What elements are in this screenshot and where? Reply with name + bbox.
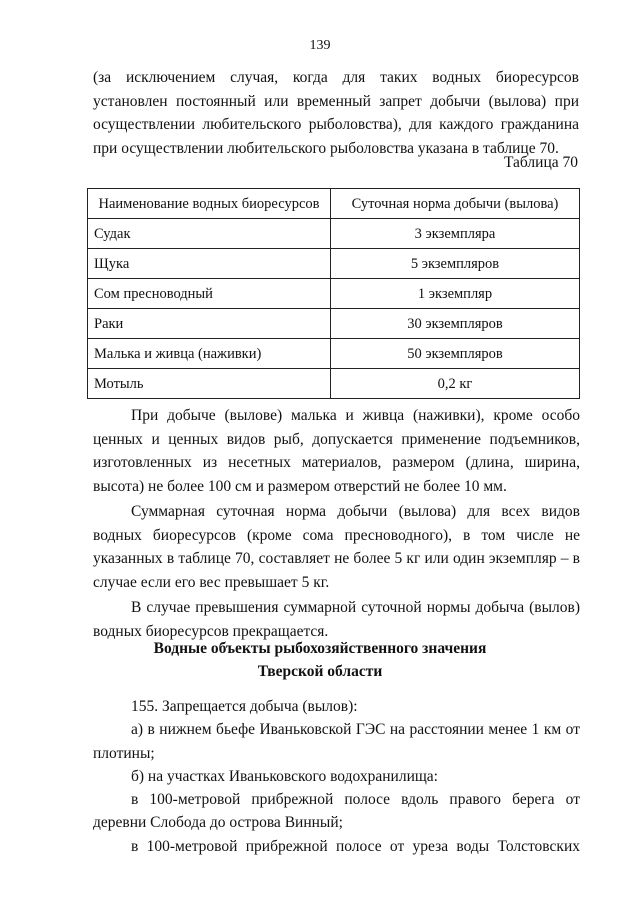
- body-paragraphs: [93, 404, 580, 643]
- table-header-cell: Суточная норма добычи (вылова): [331, 189, 580, 219]
- table-row: [88, 339, 580, 369]
- body-paragraph: При добыче (вылове) малька и живца (наживки), кроме особо ценных и ценных видов рыб, допускается применение подъемников, изготовленных из несетных материалов, размером (длина, ширина, высота) не более 100 см и размером отверстий не более 10 мм.: [93, 407, 580, 495]
- species-cell: Щука: [88, 249, 331, 279]
- species-cell: Судак: [88, 219, 331, 249]
- page-number: 139: [309, 38, 331, 53]
- prohibition-list: [93, 695, 580, 858]
- list-item: 155. Запрещается добыча (вылов):: [131, 698, 358, 715]
- limit-cell: 30 экземпляров: [331, 309, 580, 339]
- table-row: [88, 249, 580, 279]
- intro-paragraph: (за исключением случая, когда для таких водных биоресурсов установлен постоянный или временный запрет добычи (вылова) при осуществлении любительского рыболовства), для каждого гражданина при осуществлении любительского рыболовства указана в таблице 70.: [93, 69, 579, 157]
- list-item: в 100-метровой прибрежной полосе от уреза воды Толстовских: [131, 837, 580, 855]
- table-row: [88, 279, 580, 309]
- limit-cell: 1 экземпляр: [331, 279, 580, 309]
- limit-cell: 0,2 кг: [331, 369, 580, 399]
- table-header-row: [88, 189, 580, 219]
- section-heading: [0, 637, 640, 683]
- limit-cell: 5 экземпляров: [331, 249, 580, 279]
- species-cell: Раки: [88, 309, 331, 339]
- species-cell: Сом пресноводный: [88, 279, 331, 309]
- species-cell: Мотыль: [88, 369, 331, 399]
- limit-cell: 3 экземпляра: [331, 219, 580, 249]
- table-row: [88, 369, 580, 399]
- section-heading-line: Тверской области: [257, 663, 383, 680]
- limit-cell: 50 экземпляров: [331, 339, 580, 369]
- catch-limits-table: [87, 188, 580, 399]
- section-heading-line: Водные объекты рыбохозяйственного значения: [153, 640, 487, 657]
- list-item: а) в нижнем бьефе Иваньковской ГЭС на расстоянии менее 1 км от плотины;: [93, 721, 580, 762]
- body-paragraph: Суммарная суточная норма добычи (вылова) для всех видов водных биоресурсов (кроме сома пресноводного), в том числе не указанных в таблице 70, составляет не более 5 кг или один экземпляр – в случае если его вес превышает 5 кг.: [93, 503, 580, 591]
- list-item: б) на участках Иваньковского водохранилища:: [131, 767, 438, 785]
- table-row: [88, 309, 580, 339]
- table-row: [88, 219, 580, 249]
- table-header-cell: Наименование водных биоресурсов: [88, 189, 331, 219]
- list-item: в 100-метровой прибрежной полосе вдоль правого берега от деревни Слобода до острова Винный;: [93, 791, 580, 832]
- table-caption: Таблица 70: [503, 154, 578, 171]
- body-paragraph: В случае превышения суммарной суточной нормы добыча (вылов) водных биоресурсов прекращается.: [93, 599, 580, 640]
- species-cell: Малька и живца (наживки): [88, 339, 331, 369]
